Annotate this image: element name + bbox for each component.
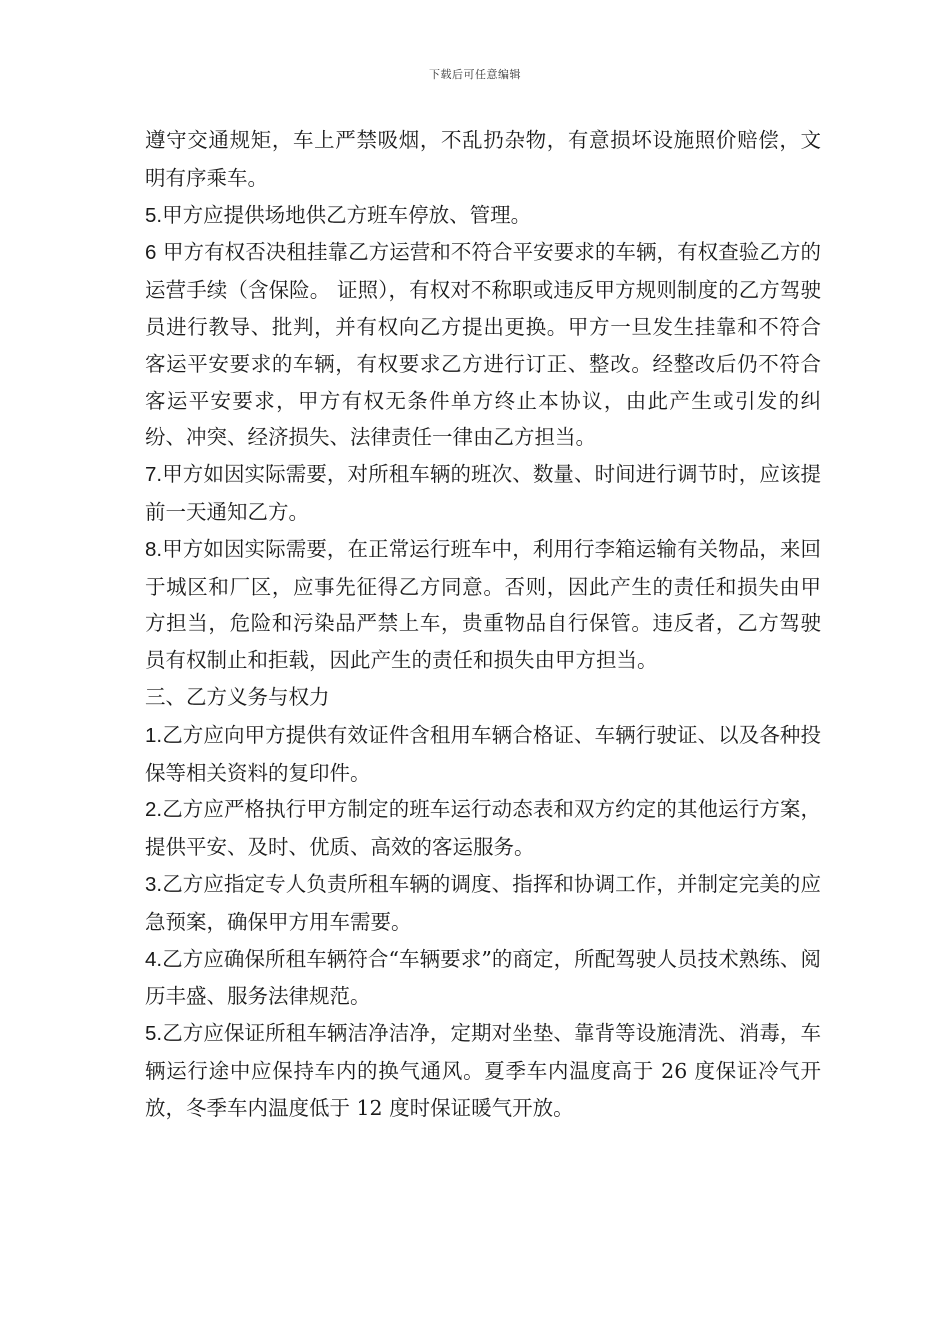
document-body [145, 122, 821, 1127]
paragraph-item-b5 [145, 1015, 821, 1126]
paragraph-text: 乙方应保证所租车辆洁净洁净，定期对坐垫、靠背等设施清洗、消毒，车辆运行途中应保持车内的换气通风。夏季车内温度高于 26 度保证冷气开放，冬季车内温度低于 12 度时保证暖气开放。 [145, 1021, 821, 1120]
item-number: 6 [145, 241, 157, 265]
paragraph-item-b1 [145, 717, 821, 792]
paragraph-text: 乙方应确保所租车辆符合“车辆要求”的商定，所配驾驶人员技术熟练、阅历丰盛、服务法律规范。 [145, 946, 821, 1009]
paragraph-item-b3 [145, 866, 821, 941]
paragraph-continuation [145, 122, 821, 197]
paragraph-item-7 [145, 456, 821, 531]
section-heading [145, 679, 821, 717]
item-number: 1. [145, 723, 163, 747]
paragraph-text: 甲方如因实际需要，在正常运行班车中，利用行李箱运输有关物品，来回于城区和厂区，应事先征得乙方同意。否则，因此产生的责任和损失由甲方担当，危险和污染品严禁上车，贵重物品自行保管。违反者，乙方驾驶员有权制止和拒载，因此产生的责任和损失由甲方担当。 [145, 536, 821, 673]
item-number: 3. [145, 872, 163, 896]
paragraph-text: 甲方有权否决租挂靠乙方运营和不符合平安要求的车辆，有权查验乙方的运营手续（含保险。 证照），有权对不称职或违反甲方规则制度的乙方驾驶员进行教导、批判，并有权向乙方提出更换。甲方一旦发生挂靠和不符合客运平安要求的车辆，有权要求乙方进行订正、整改。经整改后仍不符合客运平安要求，甲方有权无条件单方终止本协议，由此产生或引发的纠纷、冲突、经济损失、法律责任一律由乙方担当。 [145, 240, 821, 450]
item-number: 2. [145, 798, 163, 822]
item-number: 8. [145, 537, 163, 561]
paragraph-text: 乙方应指定专人负责所租车辆的调度、指挥和协调工作，并制定完美的应急预案，确保甲方用车需要。 [145, 871, 821, 934]
item-number: 5. [145, 203, 163, 227]
paragraph-text: 遵守交通规矩，车上严禁吸烟，不乱扔杂物，有意损坏设施照价赔偿，文明有序乘车。 [145, 128, 821, 190]
paragraph-item-b2 [145, 791, 821, 866]
section-heading-text: 三、乙方义务与权力 [145, 684, 330, 709]
item-number: 4. [145, 947, 163, 971]
paragraph-text: 乙方应向甲方提供有效证件含租用车辆合格证、车辆行驶证、以及各种投保等相关资料的复印件。 [145, 722, 821, 785]
paragraph-item-8 [145, 531, 821, 679]
paragraph-item-b4 [145, 941, 821, 1016]
item-number: 7. [145, 463, 163, 487]
page-header: 下载后可任意编辑 [429, 68, 521, 81]
paragraph-item-5 [145, 197, 821, 235]
paragraph-item-6 [145, 234, 821, 456]
item-number: 5. [145, 1022, 163, 1046]
paragraph-text: 甲方应提供场地供乙方班车停放、管理。 [162, 202, 532, 227]
paragraph-text: 乙方应严格执行甲方制定的班车运行动态表和双方约定的其他运行方案，提供平安、及时、优质、高效的客运服务。 [145, 797, 821, 860]
paragraph-text: 甲方如因实际需要，对所租车辆的班次、数量、时间进行调节时，应该提前一天通知乙方。 [145, 462, 821, 524]
